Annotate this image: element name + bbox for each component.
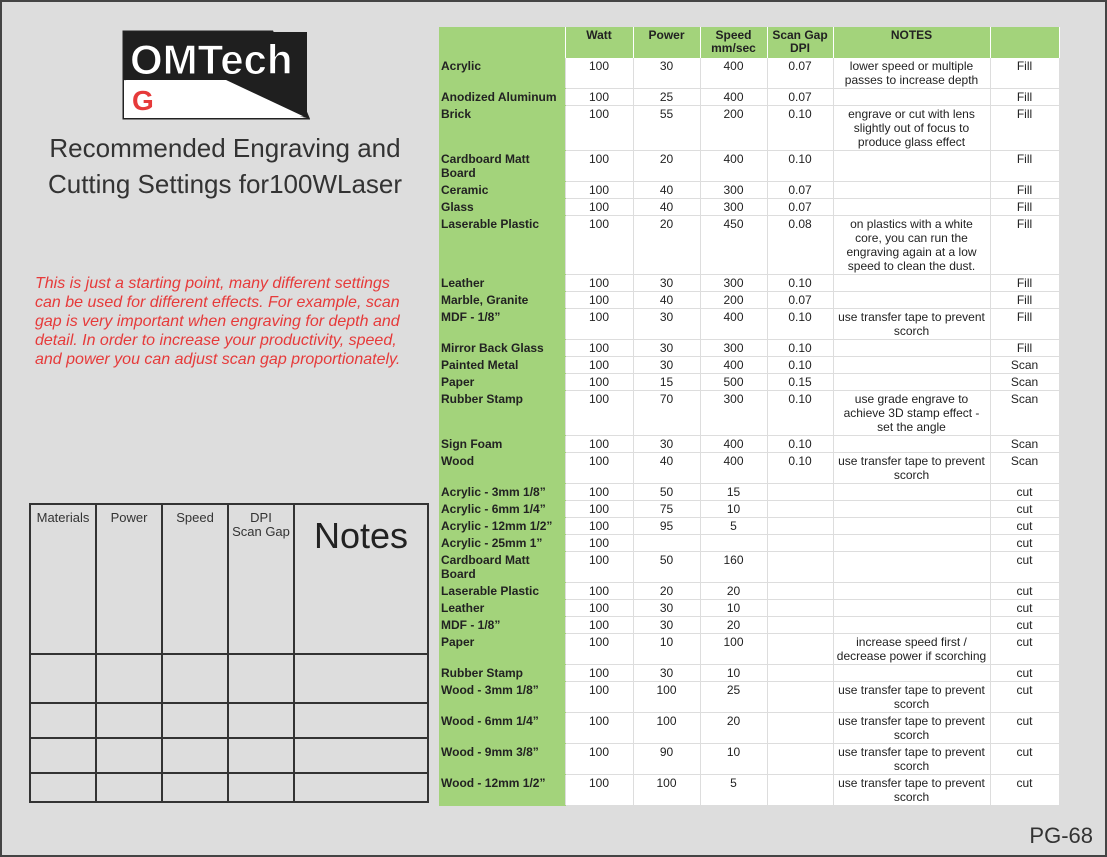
cell-material: Wood - 12mm 1/2”: [439, 775, 565, 806]
header-speed: Speed mm/sec: [700, 27, 767, 58]
omtech-logo: [122, 30, 310, 122]
cell-scan-gap: [767, 713, 833, 744]
cell-watt: 100: [565, 518, 633, 535]
cell-power: 30: [633, 436, 700, 453]
cell-notes: [833, 552, 990, 583]
cell-material: Wood: [439, 453, 565, 484]
table-row: [439, 484, 1059, 501]
cell-watt: 100: [565, 151, 633, 182]
cell-power: 30: [633, 58, 700, 89]
cell-mode: cut: [990, 583, 1059, 600]
table-row: [439, 216, 1059, 275]
cell-mode: cut: [990, 518, 1059, 535]
cell-material: Paper: [439, 634, 565, 665]
cell-watt: 100: [565, 501, 633, 518]
cell-notes: [833, 340, 990, 357]
cell-watt: 100: [565, 58, 633, 89]
cell-material: Wood - 3mm 1/8”: [439, 682, 565, 713]
table-row: [439, 453, 1059, 484]
cell-power: 30: [633, 340, 700, 357]
cell-power: 100: [633, 682, 700, 713]
table-row: [439, 357, 1059, 374]
table-row: [439, 151, 1059, 182]
cell-mode: Fill: [990, 58, 1059, 89]
settings-table: [439, 27, 1060, 806]
grid-header-speed: Speed: [176, 510, 214, 525]
cell-scan-gap: 0.10: [767, 391, 833, 436]
cell-watt: 100: [565, 453, 633, 484]
cell-material: Wood - 6mm 1/4”: [439, 713, 565, 744]
cell-power: 50: [633, 552, 700, 583]
cell-notes: [833, 275, 990, 292]
page-title: [20, 130, 430, 202]
cell-mode: cut: [990, 552, 1059, 583]
cell-material: Acrylic - 6mm 1/4”: [439, 501, 565, 518]
cell-material: MDF - 1/8”: [439, 617, 565, 634]
cell-notes: [833, 617, 990, 634]
cell-notes: [833, 484, 990, 501]
title-line-2: Cutting Settings for100WLaser: [47, 169, 403, 199]
cell-scan-gap: 0.10: [767, 357, 833, 374]
cell-watt: 100: [565, 552, 633, 583]
cell-power: 100: [633, 713, 700, 744]
table-row: [439, 340, 1059, 357]
table-row: [439, 744, 1059, 775]
cell-scan-gap: [767, 484, 833, 501]
cell-power: 15: [633, 374, 700, 391]
header-notes: NOTES: [833, 27, 990, 58]
cell-material: Acrylic - 3mm 1/8”: [439, 484, 565, 501]
cell-mode: cut: [990, 501, 1059, 518]
cell-scan-gap: [767, 501, 833, 518]
header-watt: Watt: [565, 27, 633, 58]
cell-speed: 20: [700, 713, 767, 744]
cell-power: 10: [633, 634, 700, 665]
cell-power: 20: [633, 151, 700, 182]
grid-header-materials: Materials: [36, 510, 90, 525]
cell-mode: Fill: [990, 309, 1059, 340]
cell-speed: 25: [700, 682, 767, 713]
cell-material: Ceramic: [439, 182, 565, 199]
cell-mode: cut: [990, 535, 1059, 552]
cell-watt: 100: [565, 357, 633, 374]
table-row: [439, 292, 1059, 309]
cell-scan-gap: [767, 744, 833, 775]
cell-scan-gap: [767, 634, 833, 665]
cell-scan-gap: 0.07: [767, 58, 833, 89]
cell-material: Cardboard Matt Board: [439, 552, 565, 583]
header-mode: [990, 27, 1059, 58]
cell-notes: use transfer tape to prevent scorch: [833, 309, 990, 340]
title-line-1: Recommended Engraving and: [49, 133, 401, 163]
cell-speed: 500: [700, 374, 767, 391]
table-row: [439, 275, 1059, 292]
cell-scan-gap: [767, 775, 833, 806]
table-row: [439, 106, 1059, 151]
cell-mode: cut: [990, 775, 1059, 806]
cell-notes: [833, 665, 990, 682]
cell-watt: 100: [565, 89, 633, 106]
cell-notes: use transfer tape to prevent scorch: [833, 744, 990, 775]
cell-power: 90: [633, 744, 700, 775]
cell-notes: [833, 436, 990, 453]
cell-speed: 200: [700, 106, 767, 151]
cell-speed: 200: [700, 292, 767, 309]
cell-power: 30: [633, 275, 700, 292]
cell-notes: [833, 535, 990, 552]
cell-speed: 400: [700, 151, 767, 182]
svg-text:OMTech: OMTech: [130, 36, 293, 83]
cell-material: Painted Metal: [439, 357, 565, 374]
settings-table-container: [439, 27, 1059, 806]
cell-mode: cut: [990, 665, 1059, 682]
cell-mode: Fill: [990, 151, 1059, 182]
cell-speed: 400: [700, 436, 767, 453]
cell-notes: use transfer tape to prevent scorch: [833, 775, 990, 806]
cell-notes: [833, 182, 990, 199]
cell-watt: 100: [565, 600, 633, 617]
cell-power: 20: [633, 583, 700, 600]
cell-notes: use transfer tape to prevent scorch: [833, 682, 990, 713]
cell-scan-gap: 0.10: [767, 106, 833, 151]
cell-power: 30: [633, 309, 700, 340]
cell-watt: 100: [565, 106, 633, 151]
table-row: [439, 391, 1059, 436]
cell-scan-gap: [767, 617, 833, 634]
table-row: [439, 665, 1059, 682]
cell-watt: 100: [565, 182, 633, 199]
cell-watt: 100: [565, 216, 633, 275]
cell-mode: Fill: [990, 89, 1059, 106]
cell-speed: 5: [700, 518, 767, 535]
cell-scan-gap: [767, 535, 833, 552]
cell-material: Mirror Back Glass: [439, 340, 565, 357]
page-number: PG-68: [1029, 823, 1093, 848]
table-row: [439, 535, 1059, 552]
cell-notes: use transfer tape to prevent scorch: [833, 713, 990, 744]
cell-notes: [833, 518, 990, 535]
cell-speed: 300: [700, 391, 767, 436]
cell-mode: Scan: [990, 357, 1059, 374]
cell-speed: 400: [700, 89, 767, 106]
cell-watt: 100: [565, 682, 633, 713]
cell-power: 25: [633, 89, 700, 106]
cell-power: 20: [633, 216, 700, 275]
cell-material: Anodized Aluminum: [439, 89, 565, 106]
table-row: [439, 58, 1059, 89]
cell-watt: 100: [565, 617, 633, 634]
table-row: [439, 713, 1059, 744]
cell-power: 30: [633, 600, 700, 617]
cell-speed: 450: [700, 216, 767, 275]
cell-power: 40: [633, 292, 700, 309]
cell-material: Sign Foam: [439, 436, 565, 453]
cell-material: Wood - 9mm 3/8”: [439, 744, 565, 775]
cell-scan-gap: 0.10: [767, 151, 833, 182]
cell-watt: 100: [565, 199, 633, 216]
header-power: Power: [633, 27, 700, 58]
cell-watt: 100: [565, 775, 633, 806]
cell-mode: cut: [990, 682, 1059, 713]
cell-notes: increase speed first / decrease power if scorching: [833, 634, 990, 665]
cell-watt: 100: [565, 275, 633, 292]
header-material: [439, 27, 565, 58]
cell-power: 40: [633, 199, 700, 216]
cell-scan-gap: 0.10: [767, 309, 833, 340]
cell-notes: [833, 600, 990, 617]
cell-speed: 20: [700, 583, 767, 600]
cell-speed: 300: [700, 275, 767, 292]
cell-material: Acrylic - 12mm 1/2”: [439, 518, 565, 535]
cell-scan-gap: 0.08: [767, 216, 833, 275]
cell-material: Acrylic: [439, 58, 565, 89]
cell-mode: Scan: [990, 391, 1059, 436]
cell-scan-gap: [767, 682, 833, 713]
cell-scan-gap: 0.10: [767, 453, 833, 484]
header-scan-gap: Scan Gap DPI: [767, 27, 833, 58]
cell-speed: 10: [700, 665, 767, 682]
table-row: [439, 182, 1059, 199]
table-row: [439, 309, 1059, 340]
cell-mode: Fill: [990, 275, 1059, 292]
cell-material: Acrylic - 25mm 1”: [439, 535, 565, 552]
svg-text:G: G: [132, 85, 154, 116]
cell-watt: 100: [565, 340, 633, 357]
cell-material: Laserable Plastic: [439, 216, 565, 275]
grid-header-notes: Notes: [313, 515, 409, 556]
cell-mode: cut: [990, 617, 1059, 634]
cell-scan-gap: [767, 518, 833, 535]
cell-notes: lower speed or multiple passes to increase depth: [833, 58, 990, 89]
cell-scan-gap: 0.07: [767, 199, 833, 216]
cell-notes: [833, 199, 990, 216]
cell-speed: 400: [700, 58, 767, 89]
cell-power: 75: [633, 501, 700, 518]
cell-watt: 100: [565, 484, 633, 501]
cell-mode: cut: [990, 713, 1059, 744]
cell-speed: 100: [700, 634, 767, 665]
cell-material: Paper: [439, 374, 565, 391]
cell-mode: cut: [990, 744, 1059, 775]
cell-speed: 15: [700, 484, 767, 501]
cell-scan-gap: 0.10: [767, 275, 833, 292]
table-header-row: [439, 27, 1059, 58]
cell-mode: Fill: [990, 106, 1059, 151]
cell-speed: 400: [700, 453, 767, 484]
cell-watt: 100: [565, 634, 633, 665]
cell-power: 70: [633, 391, 700, 436]
cell-speed: 400: [700, 309, 767, 340]
cell-watt: 100: [565, 583, 633, 600]
cell-scan-gap: [767, 583, 833, 600]
cell-scan-gap: 0.07: [767, 182, 833, 199]
cell-material: Marble, Granite: [439, 292, 565, 309]
cell-notes: [833, 292, 990, 309]
cell-mode: Scan: [990, 453, 1059, 484]
cell-notes: [833, 501, 990, 518]
cell-scan-gap: 0.10: [767, 436, 833, 453]
table-row: [439, 374, 1059, 391]
cell-speed: 300: [700, 340, 767, 357]
cell-speed: 10: [700, 744, 767, 775]
table-row: [439, 518, 1059, 535]
cell-watt: 100: [565, 535, 633, 552]
cell-power: 95: [633, 518, 700, 535]
cell-notes: engrave or cut with lens slightly out of focus to produce glass effect: [833, 106, 990, 151]
cell-material: Brick: [439, 106, 565, 151]
cell-notes: use grade engrave to achieve 3D stamp effect - set the angle: [833, 391, 990, 436]
cell-watt: 100: [565, 374, 633, 391]
cell-speed: 10: [700, 600, 767, 617]
table-row: [439, 600, 1059, 617]
cell-speed: 300: [700, 199, 767, 216]
cell-notes: [833, 374, 990, 391]
cell-watt: 100: [565, 744, 633, 775]
cell-power: 30: [633, 665, 700, 682]
grid-header-power: Power: [110, 510, 148, 525]
cell-power: 55: [633, 106, 700, 151]
cell-power: 30: [633, 357, 700, 374]
cell-notes: [833, 357, 990, 374]
cell-speed: 400: [700, 357, 767, 374]
table-row: [439, 501, 1059, 518]
cell-power: 30: [633, 617, 700, 634]
cell-power: [633, 535, 700, 552]
cell-notes: [833, 583, 990, 600]
cell-scan-gap: [767, 552, 833, 583]
cell-notes: [833, 89, 990, 106]
cell-material: Glass: [439, 199, 565, 216]
cell-mode: cut: [990, 600, 1059, 617]
blank-settings-grid: [29, 503, 429, 803]
table-row: [439, 89, 1059, 106]
cell-scan-gap: 0.15: [767, 374, 833, 391]
table-row: [439, 199, 1059, 216]
cell-notes: [833, 151, 990, 182]
cell-scan-gap: 0.07: [767, 89, 833, 106]
cell-mode: Fill: [990, 199, 1059, 216]
cell-notes: use transfer tape to prevent scorch: [833, 453, 990, 484]
table-row: [439, 436, 1059, 453]
cell-material: Rubber Stamp: [439, 665, 565, 682]
cell-mode: cut: [990, 484, 1059, 501]
cell-power: 50: [633, 484, 700, 501]
cell-material: Leather: [439, 600, 565, 617]
cell-watt: 100: [565, 309, 633, 340]
cell-speed: 160: [700, 552, 767, 583]
cell-watt: 100: [565, 292, 633, 309]
cell-mode: Scan: [990, 374, 1059, 391]
cell-scan-gap: 0.10: [767, 340, 833, 357]
cell-scan-gap: [767, 600, 833, 617]
cell-power: 100: [633, 775, 700, 806]
cell-speed: 300: [700, 182, 767, 199]
cell-material: MDF - 1/8”: [439, 309, 565, 340]
cell-scan-gap: 0.07: [767, 292, 833, 309]
cell-mode: Fill: [990, 340, 1059, 357]
table-row: [439, 682, 1059, 713]
table-row: [439, 634, 1059, 665]
cell-watt: 100: [565, 391, 633, 436]
table-row: [439, 775, 1059, 806]
table-row: [439, 583, 1059, 600]
cell-mode: Fill: [990, 182, 1059, 199]
cell-material: Cardboard Matt Board: [439, 151, 565, 182]
cell-material: Rubber Stamp: [439, 391, 565, 436]
cell-watt: 100: [565, 436, 633, 453]
table-row: [439, 552, 1059, 583]
table-row: [439, 617, 1059, 634]
cell-mode: Fill: [990, 216, 1059, 275]
cell-mode: cut: [990, 634, 1059, 665]
cell-scan-gap: [767, 665, 833, 682]
cell-speed: 5: [700, 775, 767, 806]
cell-material: Leather: [439, 275, 565, 292]
intro-note: This is just a starting point, many different settings can be used for different effects. For example, scan gap is very important when engraving for depth and detail. In order to increase your productivity, speed, and power you can adjust scan gap proportionately.: [35, 275, 401, 368]
cell-power: 40: [633, 453, 700, 484]
cell-speed: 20: [700, 617, 767, 634]
cell-mode: Scan: [990, 436, 1059, 453]
cell-notes: on plastics with a white core, you can run the engraving again at a low speed to clean the dust.: [833, 216, 990, 275]
cell-mode: Fill: [990, 292, 1059, 309]
cell-power: 40: [633, 182, 700, 199]
cell-watt: 100: [565, 665, 633, 682]
cell-material: Laserable Plastic: [439, 583, 565, 600]
grid-header-dpi: DPI Scan Gap: [232, 510, 290, 539]
cell-watt: 100: [565, 713, 633, 744]
cell-speed: 10: [700, 501, 767, 518]
cell-speed: [700, 535, 767, 552]
